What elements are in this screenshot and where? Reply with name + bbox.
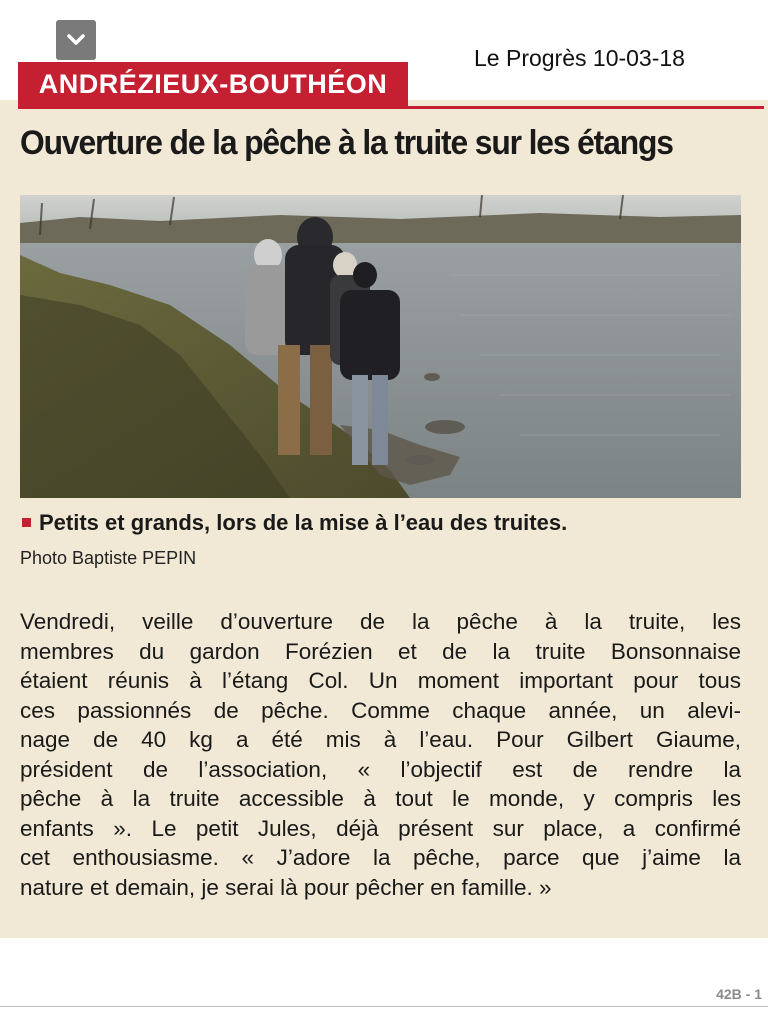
body-line: nature et demain, je serai là pour pêcher en famille. »	[20, 874, 552, 900]
source-date: Le Progrès 10-03-18	[474, 45, 685, 71]
section-tag: ANDRÉZIEUX-BOUTHÉON	[18, 62, 408, 106]
photo-credit: Photo Baptiste PEPIN	[20, 548, 197, 568]
body-line: étaient réunis à l’étang Col. Un moment important pour tous	[20, 668, 741, 693]
body-line: président de l’association, « l’objectif est de rendre la	[20, 756, 741, 782]
page-divider	[0, 1006, 768, 1007]
body-line: nage de 40 kg a été mis à l’eau. Pour Gilbert Giaume,	[20, 727, 741, 752]
article-photo	[20, 195, 741, 498]
body-line: enfants ». Le petit Jules, déjà présent sur place, a confirmé	[20, 815, 741, 841]
caption-text: Petits et grands, lors de la mise à l’eau des truites.	[39, 510, 568, 535]
body-line: pêche à la truite accessible à tout le monde, y compris les	[20, 786, 741, 811]
chevron-down-icon	[66, 33, 86, 47]
body-line: Vendredi, veille d’ouverture de la pêche à la truite, les	[20, 609, 741, 634]
collapse-toggle-button[interactable]	[56, 20, 96, 60]
body-line: ces passionnés de pêche. Comme chaque année, un alevi-	[20, 697, 741, 723]
body-line: membres du gardon Forézien et de la truite Bonsonnaise	[20, 638, 741, 664]
caption-bullet	[22, 518, 31, 527]
section-rule	[18, 106, 764, 109]
body-line: cet enthousiasme. « J’adore la pêche, parce que j’aime la	[20, 845, 741, 870]
headline: Ouverture de la pêche à la truite sur les étangs	[20, 124, 673, 162]
page-number: 42B - 1	[716, 986, 762, 1002]
photo-caption	[22, 510, 567, 536]
article-body	[20, 607, 741, 902]
